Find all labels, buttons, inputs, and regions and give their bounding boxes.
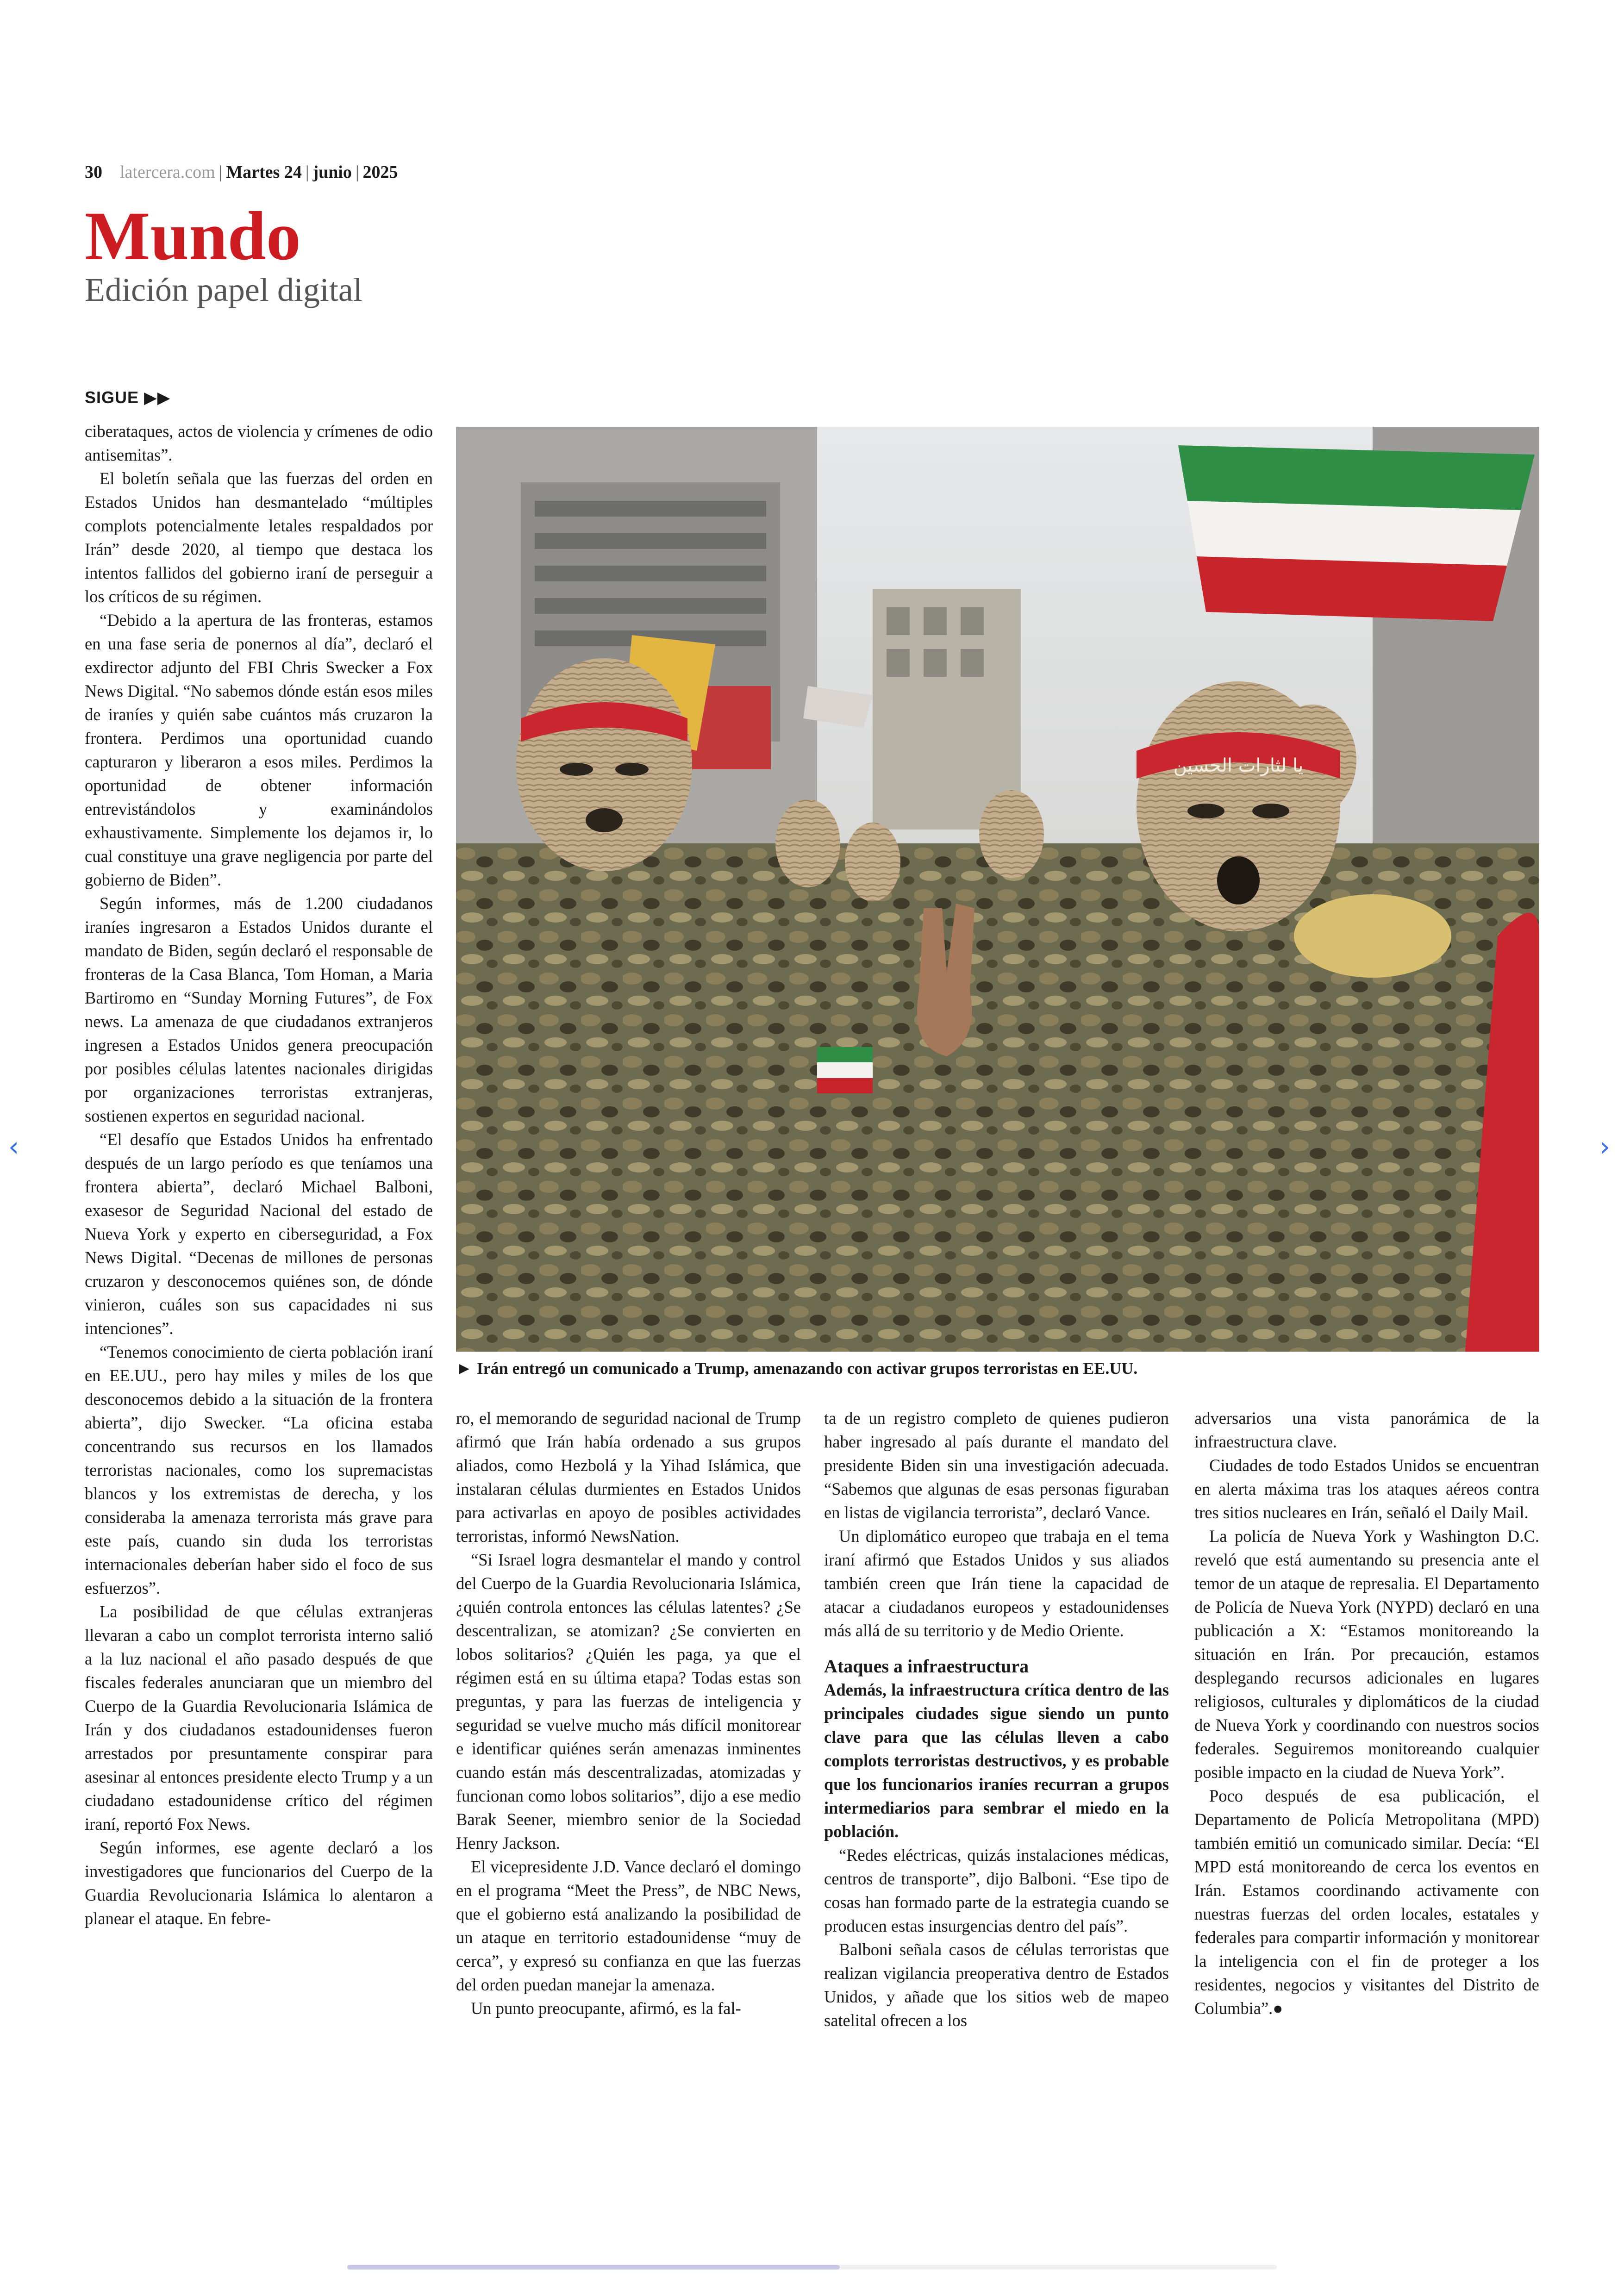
paragraph: “El desafío que Estados Unidos ha enfrentado después de un largo período es que teníamos una frontera abierta”, declaró Michael Balboni, exasesor de Seguridad Nacional del estado de Nueva York y experto en ciberseguridad, a Fox News Digital. “Decenas de millones de personas cruzaron y desconocemos quiénes son, de dónde vinieron, cuáles son sus capacidades ni sus intenciones”. bbox=[85, 1130, 433, 1338]
article-column-1 bbox=[85, 419, 433, 1930]
article-column-2 bbox=[456, 1406, 801, 2020]
paragraph: Un diplomático europeo que trabaja en el tema iraní afirmó que Estados Unidos y sus aliados también creen que Irán tiene la capacidad de atacar a ciudadanos europeos y estadounidenses más allá de su territorio y de Medio Oriente. bbox=[824, 1527, 1169, 1640]
paragraph: La posibilidad de que células extranjeras llevaran a cabo un complot terrorista interno salió a la luz nacional el año pasado después de que fiscales federales anunciaran que un miembro del Cuerpo de la Guardia Revolucionaria Islámica de Irán y dos ciudadanos estadounidenses fueron arrestados por presuntamente conspirar para asesinar al entonces presidente electo Trump y a un ciudadano estadounidense crítico del régimen iraní, reportó Fox News. bbox=[85, 1602, 433, 1834]
page-number: 30 bbox=[85, 162, 102, 182]
paragraph: “Si Israel logra desmantelar el mando y control del Cuerpo de la Guardia Revolucionaria Islámica, ¿quién controla entonces las células latentes? ¿Se descentralizan, se atomizan? ¿Se convierten en lobos solitarios? ¿Quién les paga, ya que el régimen está en su última etapa? Todas estas son preguntas, y para las fuerzas de inteligencia y seguridad se vuelve mucho más difícil monitorear e identificar quiénes serán amenazas inminentes cuando están más descentralizadas, atomizadas y funcionan como lobos solitarios”, dijo a ese medio Barak Seener, miembro senior de la Sociedad Henry Jackson. bbox=[456, 1550, 801, 1852]
paragraph: El vicepresidente J.D. Vance declaró el domingo en el programa “Meet the Press”, de NBC News, que el gobierno está analizando la posibilidad de un ataque en territorio estadounidense “muy de cerca”, y expresó su confianza en que las fuerzas del orden puedan manejar la amenaza. bbox=[456, 1857, 801, 1994]
paragraph: “Tenemos conocimiento de cierta población iraní en EE.UU., pero hay miles y miles de los que desconocemos debido a la situación de la frontera abierta”, dijo Swecker. “La oficina estaba concentrando sus recursos en los llamados terroristas nacionales, como los supremacistas blancos y los extremistas de derecha, y los consideraba la amenaza terrorista más grave para este país, cuando sin duda los terroristas internacionales deberían haber sido el foco de sus esfuerzos”. bbox=[85, 1342, 433, 1597]
paragraph: Balboni señala casos de células terroristas que realizan vigilancia preoperativa dentro de Estados Unidos, y añade que los sitios web de mapeo satelital ofrecen a los bbox=[824, 1940, 1169, 2030]
paragraph: El boletín señala que las fuerzas del orden en Estados Unidos han desmantelado “múltiples complots potencialmente letales respaldados por Irán” desde 2020, al tiempo que destaca los intentos fallidos del gobierno iraní de perseguir a los críticos de su régimen. bbox=[85, 469, 433, 606]
chevron-right-icon[interactable]: › bbox=[1599, 1131, 1611, 1162]
paragraph: ta de un registro completo de quienes pudieron haber ingresado al país durante el mandato del presidente Biden sin una investigación adecuada. “Sabemos que algunas de esas personas figuraban en listas de vigilancia terrorista”, declaró Vance. bbox=[824, 1409, 1169, 1522]
paragraph: Según informes, ese agente declaró a los investigadores que funcionarios del Cuerpo de la Guardia Revolucionaria Islámica lo alentaron a planear el ataque. En febre- bbox=[85, 1838, 433, 1928]
photo-illustration bbox=[456, 427, 1539, 1352]
article-column-4 bbox=[1194, 1406, 1539, 2020]
continue-label: SIGUE ▶▶ bbox=[85, 388, 171, 407]
site-name: latercera.com bbox=[120, 162, 215, 182]
subheading: Ataques a infraestructura bbox=[824, 1656, 1029, 1677]
paragraph: “Redes eléctricas, quizás instalaciones médicas, centros de transporte”, dijo Balboni. “Ese tipo de cosas han formado parte de la estrategia cuando se producen estas insurgencias dentro del país”. bbox=[824, 1846, 1169, 1935]
headband-text: يا لثارات الحسين bbox=[1173, 755, 1304, 776]
section-subtitle: Edición papel digital bbox=[85, 271, 362, 308]
header-separator: | bbox=[305, 162, 309, 182]
news-photo bbox=[456, 427, 1539, 1352]
paragraph: adversarios una vista panorámica de la infraestructura clave. bbox=[1194, 1409, 1539, 1451]
header-separator: | bbox=[219, 162, 223, 182]
scrollbar-thumb[interactable] bbox=[347, 2265, 840, 2270]
photo-caption: ► Irán entregó un comunicado a Trump, amenazando con activar grupos terroristas en EE.UU. bbox=[456, 1359, 1138, 1378]
paragraph: ciberataques, actos de violencia y crímenes de odio antisemitas”. bbox=[85, 422, 433, 464]
lead-paragraph: Además, la infraestructura crítica dentro de las principales ciudades sigue siendo un punto clave para que las células lleven a cabo complots terroristas destructivos, y es probable que los funcionarios iraníes recurran a grupos intermediarios para sembrar el miedo en la población. bbox=[824, 1680, 1169, 1841]
paragraph: ro, el memorando de seguridad nacional de Trump afirmó que Irán había ordenado a sus grupos aliados, como Hezbolá y la Yihad Islámica, que instalaran células durmientes en Estados Unidos para activarlas en apoyo de posibles actividades terroristas, informó NewsNation. bbox=[456, 1409, 801, 1546]
paragraph: Un punto preocupante, afirmó, es la fal- bbox=[471, 1999, 741, 2018]
paragraph: La policía de Nueva York y Washington D.C. reveló que está aumentando su presencia ante el temor de un ataque de represalia. El Departamento de Policía de Nueva York (NYPD) declaró en una publicación a X: “Estamos monitoreando la situación en Irán. Por precaución, estamos desplegando recursos adicionales en lugares religiosos, culturales y diplomáticos de la ciudad de Nueva York y coordinando con nuestros socios federales. Seguiremos monitoreando cualquier posible impacto en la ciudad de Nueva York”. bbox=[1194, 1527, 1539, 1782]
horizontal-scrollbar[interactable] bbox=[347, 2265, 1277, 2270]
page-header bbox=[85, 162, 398, 182]
section-title: Mundo bbox=[85, 198, 301, 274]
date-year: 2025 bbox=[362, 162, 398, 182]
date-day: Martes 24 bbox=[226, 162, 302, 182]
chevron-left-icon[interactable]: ‹ bbox=[8, 1131, 19, 1162]
header-separator: | bbox=[355, 162, 359, 182]
date-month: junio bbox=[312, 162, 352, 182]
article-column-3 bbox=[824, 1406, 1169, 2032]
paragraph: Según informes, más de 1.200 ciudadanos iraníes ingresaron a Estados Unidos durante el mandato de Biden, según declaró el responsable de fronteras de la Casa Blanca, Tom Homan, a Maria Bartiromo en “Sunday Morning Futures”, de Fox news. La amenaza de que ciudadanos extranjeros ingresen a Estados Unidos genera preocupación por posibles células latentes nacionales dirigidas por organizaciones terroristas extranjeras, sostienen expertos en seguridad nacional. bbox=[85, 894, 433, 1125]
paragraph: “Debido a la apertura de las fronteras, estamos en una fase seria de ponernos al día”, declaró el exdirector adjunto del FBI Chris Swecker a Fox News Digital. “No sabemos dónde están esos miles de iraníes y quién sabe cuántos más cruzaron la frontera. Perdimos una oportunidad cuando capturaron y liberaron a esos miles. Perdimos la oportunidad de obtener información entrevistándolos y examinándolos exhaustivamente. Simplemente los dejamos ir, lo cual constituye una grave negligencia por parte del gobierno de Biden”. bbox=[85, 611, 433, 889]
paragraph: Ciudades de todo Estados Unidos se encuentran en alerta máxima tras los ataques aéreos contra tres sitios nucleares en Irán, señaló el Daily Mail. bbox=[1194, 1456, 1539, 1522]
paragraph: Poco después de esa publicación, el Departamento de Policía Metropolitana (MPD) también emitió un comunicado similar. Decía: “El MPD está monitoreando de cerca los eventos en Irán. Estamos coordinando activamente con nuestras fuerzas del orden locales, estatales y federales para compartir información y monitorear la inteligencia con el fin de proteger a los residentes, negocios y visitantes del Distrito de Columbia”.● bbox=[1194, 1786, 1539, 2018]
